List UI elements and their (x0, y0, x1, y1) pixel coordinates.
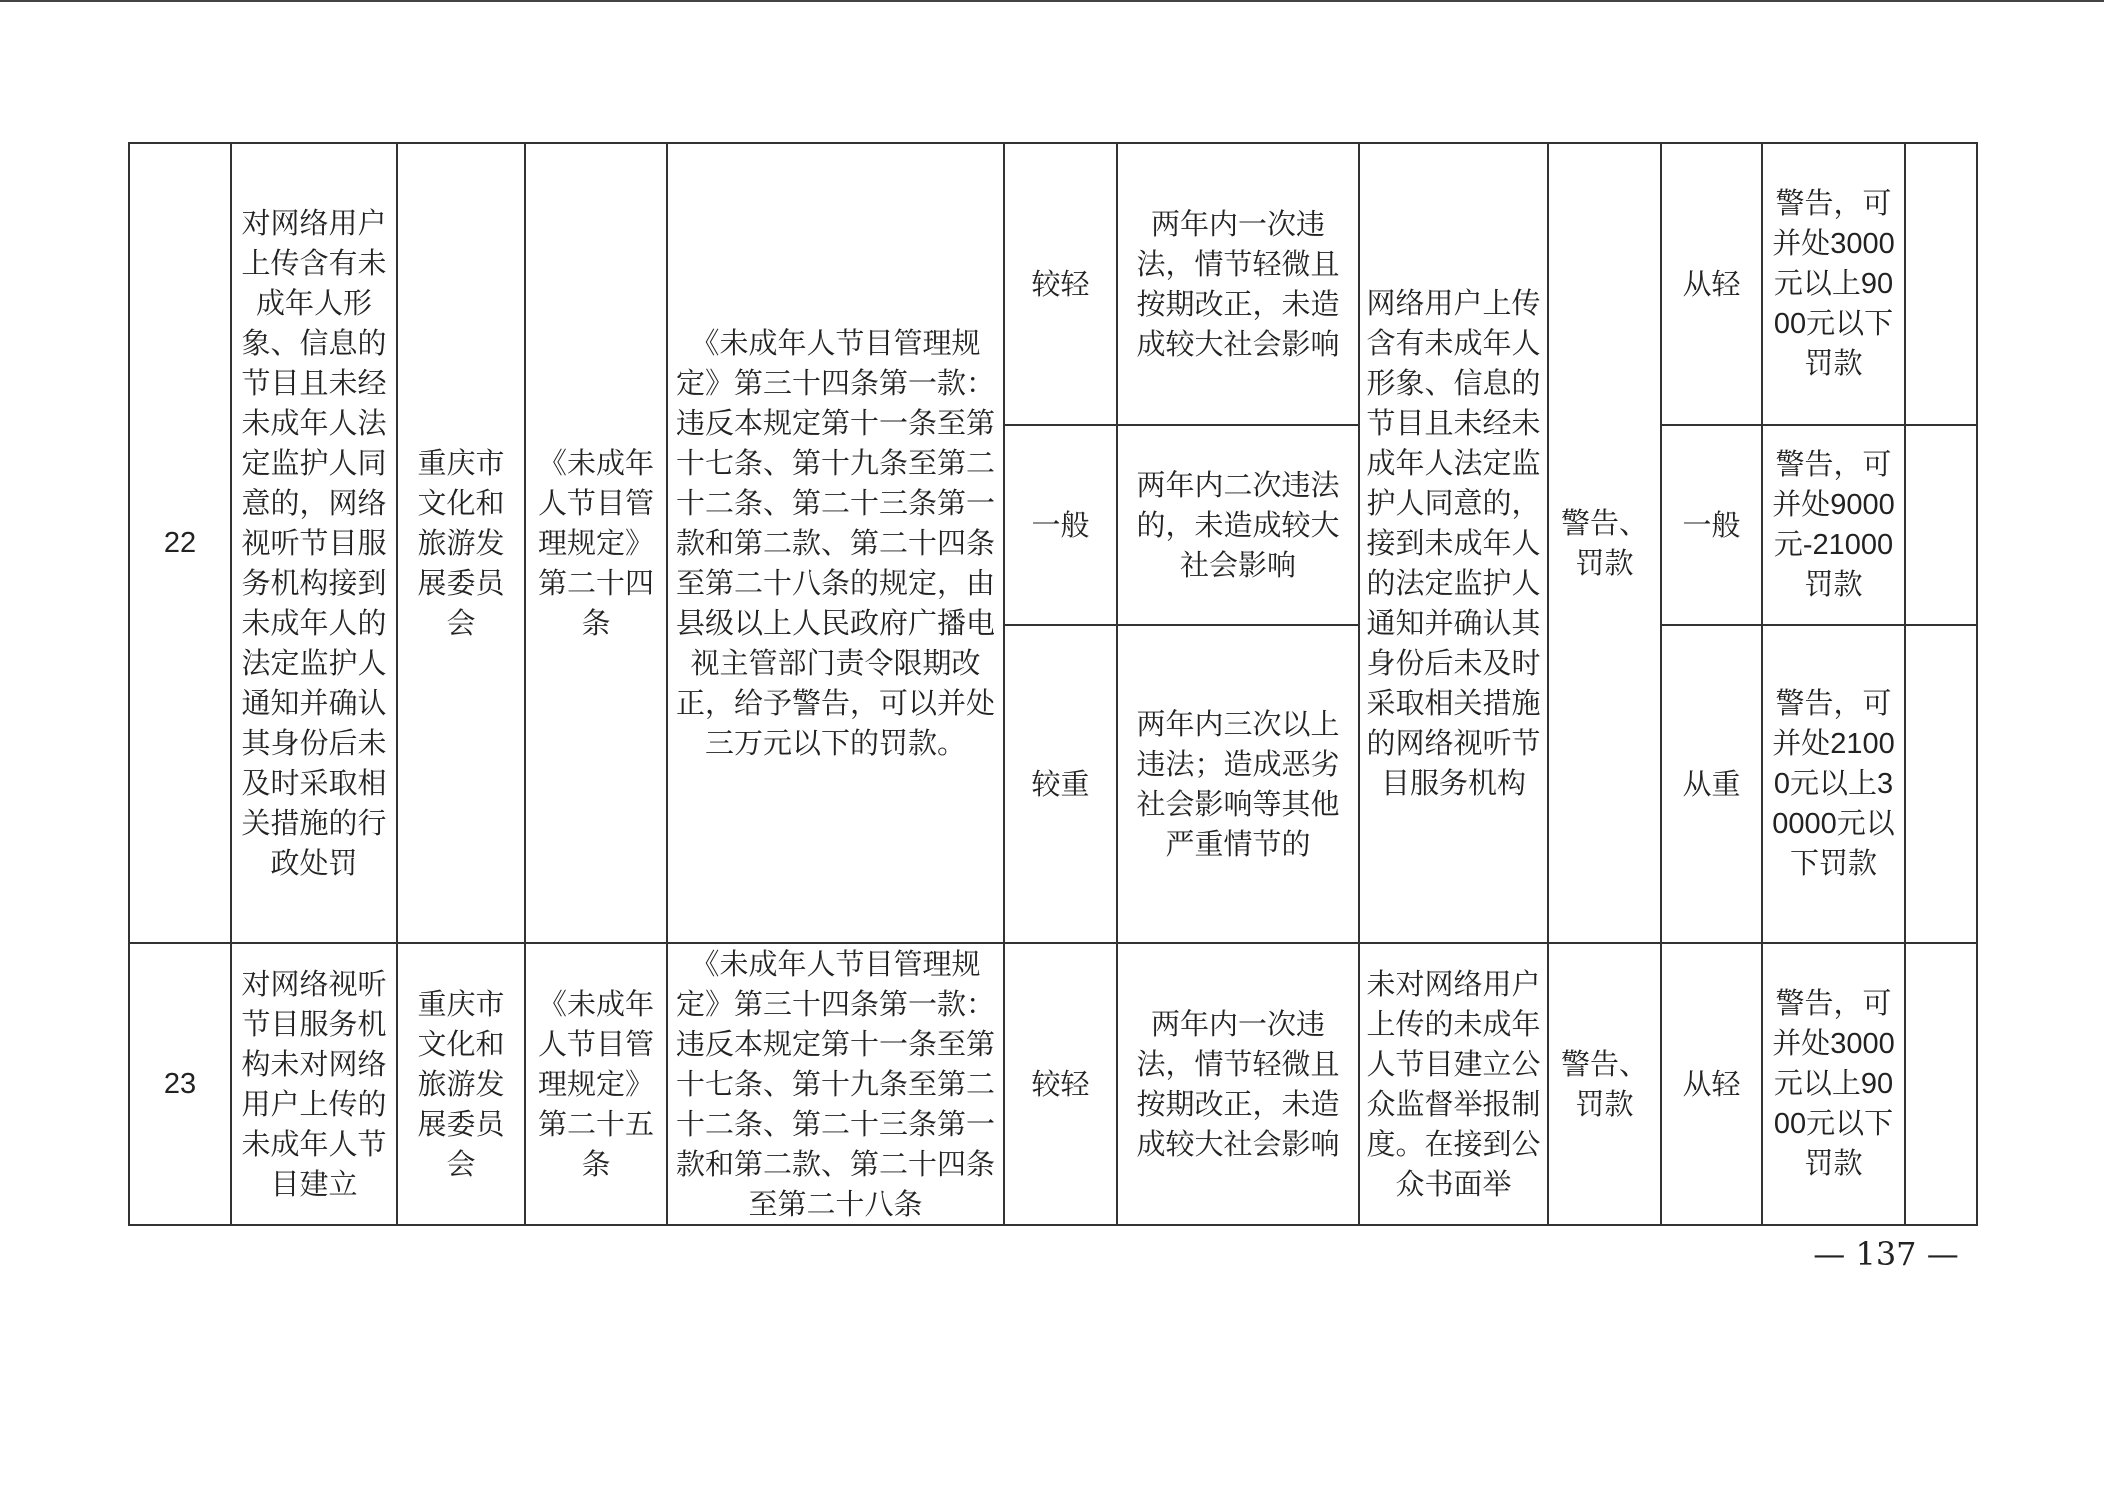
violation-circumstance: 两年内一次违法，情节轻微且按期改正，未造成较大社会影响 (1117, 943, 1359, 1225)
violation-level: 一般 (1004, 425, 1117, 625)
applicable-subject: 网络用户上传含有未成年人形象、信息的节目且未经未成年人法定监护人同意的，接到未成年人的法定监护人通知并确认其身份后未及时采取相关措施的网络视听节目服务机构 (1359, 143, 1548, 943)
table-row (129, 943, 1977, 1225)
discretion-standard: 警告，可并处21000元以上30000元以下罚款 (1762, 625, 1905, 943)
legal-basis: 《未成年人节目管理规定》第二十四条 (525, 143, 667, 943)
discretion-grade: 从轻 (1661, 943, 1762, 1225)
discretion-standard: 警告，可并处3000元以上9000元以下罚款 (1762, 143, 1905, 425)
enforcement-department: 重庆市文化和旅游发展委员会 (397, 143, 525, 943)
violation-level: 较轻 (1004, 943, 1117, 1225)
violation-level: 较重 (1004, 625, 1117, 943)
row-number: 22 (129, 143, 231, 943)
remark-cell (1905, 943, 1977, 1225)
violation-circumstance: 两年内二次违法的，未造成较大社会影响 (1117, 425, 1359, 625)
violation-circumstance: 两年内一次违法，情节轻微且按期改正，未造成较大社会影响 (1117, 143, 1359, 425)
penalty-type: 警告、罚款 (1548, 943, 1661, 1225)
enforcement-department: 重庆市文化和旅游发展委员会 (397, 943, 525, 1225)
discretion-standard: 警告，可并处3000元以上9000元以下罚款 (1762, 943, 1905, 1225)
page-number: — 137 — (1813, 1235, 1959, 1273)
penalty-provision: 《未成年人节目管理规定》第三十四条第一款：违反本规定第十一条至第十七条、第十九条至第二十二条、第二十三条第一款和第二款、第二十四条至第二十八条 (667, 943, 1004, 1225)
violation-circumstance: 两年内三次以上违法；造成恶劣社会影响等其他严重情节的 (1117, 625, 1359, 943)
penalty-discretion-table (128, 142, 1978, 1226)
penalty-provision: 《未成年人节目管理规定》第三十四条第一款：违反本规定第十一条至第十七条、第十九条至第二十二条、第二十三条第一款和第二款、第二十四条至第二十八条的规定，由县级以上人民政府广播电视主管部门责令限期改正，给予警告，可以并处三万元以下的罚款。 (667, 143, 1004, 943)
top-border-line (0, 0, 2104, 2)
remark-cell (1905, 425, 1977, 625)
row-number: 23 (129, 943, 231, 1225)
discretion-grade: 从轻 (1661, 143, 1762, 425)
applicable-subject: 未对网络用户上传的未成年人节目建立公众监督举报制度。在接到公众书面举 (1359, 943, 1548, 1225)
legal-basis: 《未成年人节目管理规定》第二十五条 (525, 943, 667, 1225)
penalty-item: 对网络用户上传含有未成年人形象、信息的节目且未经未成年人法定监护人同意的，网络视听节目服务机构接到未成年人的法定监护人通知并确认其身份后未及时采取相关措施的行政处罚 (231, 143, 397, 943)
penalty-type: 警告、罚款 (1548, 143, 1661, 943)
table-row (129, 143, 1977, 425)
remark-cell (1905, 143, 1977, 425)
violation-level: 较轻 (1004, 143, 1117, 425)
penalty-item: 对网络视听节目服务机构未对网络用户上传的未成年人节目建立 (231, 943, 397, 1225)
discretion-grade: 从重 (1661, 625, 1762, 943)
remark-cell (1905, 625, 1977, 943)
discretion-grade: 一般 (1661, 425, 1762, 625)
discretion-standard: 警告，可并处9000元-21000罚款 (1762, 425, 1905, 625)
